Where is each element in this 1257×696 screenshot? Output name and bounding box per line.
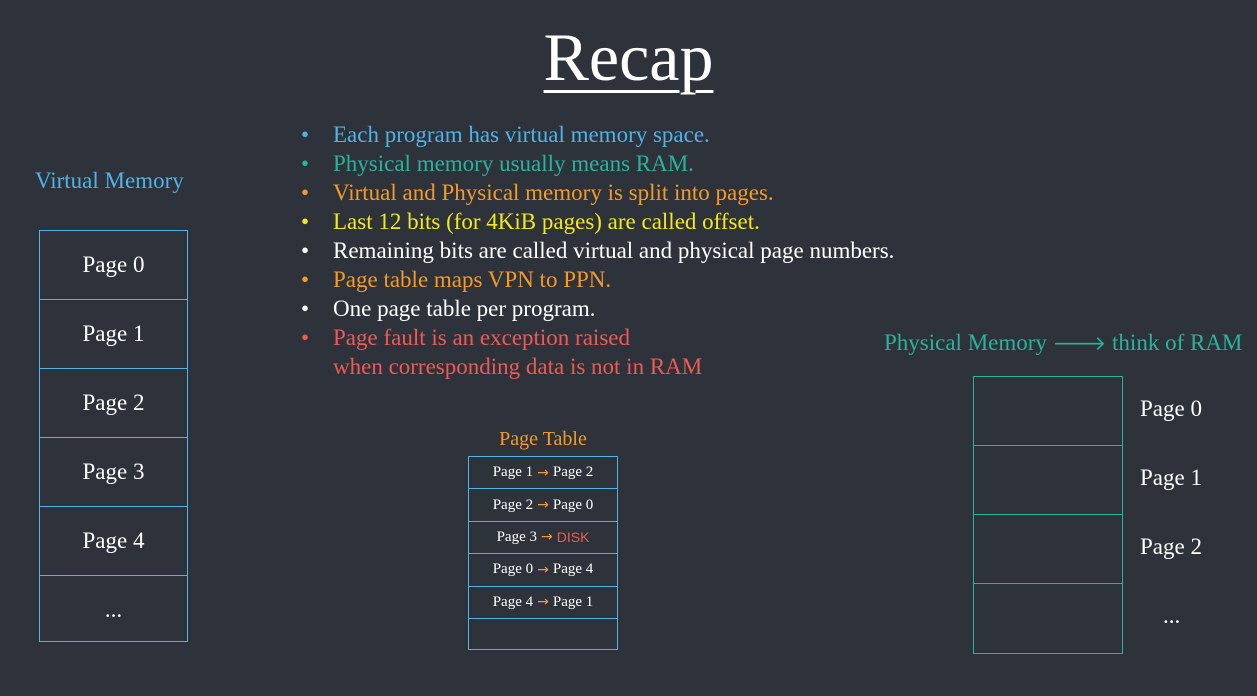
- ppn-entry: Page 4: [552, 561, 594, 578]
- page-table-row-empty: [469, 619, 617, 651]
- physical-memory-label-text: Physical Memory: [884, 330, 1047, 355]
- page-table-label: Page Table: [499, 428, 587, 450]
- page-table-row: [469, 489, 617, 521]
- physical-frame-cell: [974, 377, 1122, 446]
- right-arrow-icon: →: [537, 497, 549, 514]
- vpn-entry: Page 3: [496, 528, 537, 545]
- virtual-page-cell: Page 4: [40, 507, 187, 576]
- bullet-item: [300, 236, 894, 265]
- physical-frame-cell: [974, 584, 1122, 653]
- bullet-dot: •: [301, 296, 310, 321]
- virtual-memory-label: Virtual Memory: [35, 168, 184, 193]
- physical-frame-cell: [974, 515, 1122, 584]
- bullet-dot: •: [301, 180, 310, 205]
- right-arrow-icon: →: [541, 529, 553, 546]
- page-table-row: [469, 522, 617, 554]
- page-table: [468, 456, 618, 650]
- bullet-dot: •: [301, 325, 310, 350]
- bullet-item: [300, 120, 894, 149]
- page-table-row: [469, 554, 617, 586]
- physical-frame-label: ...: [1163, 603, 1181, 628]
- physical-memory-label-note: think of RAM: [1112, 330, 1243, 355]
- physical-frame-label: Page 1: [1140, 465, 1202, 490]
- bullet-item: [300, 149, 894, 178]
- bullet-dot: •: [301, 267, 310, 292]
- right-arrow-icon: →: [537, 594, 549, 611]
- vpn-entry: Page 2: [492, 496, 534, 513]
- bullet-text: Each program has virtual memory space.: [333, 122, 710, 147]
- ppn-entry: Page 2: [552, 464, 594, 481]
- recap-bullet-list: [300, 120, 894, 381]
- bullet-dot: •: [301, 151, 310, 176]
- page-table-row: [469, 587, 617, 619]
- physical-frame-label: Page 2: [1140, 534, 1202, 559]
- physical-memory-table: [973, 376, 1123, 654]
- bullet-text: when corresponding data is not in RAM: [333, 354, 703, 379]
- vpn-entry: Page 1: [492, 464, 534, 481]
- physical-frame-cell: [974, 446, 1122, 515]
- bullet-text: Page fault is an exception raised: [333, 325, 630, 350]
- bullet-text: Remaining bits are called virtual and physical page numbers.: [333, 238, 895, 263]
- bullet-text: Physical memory usually means RAM.: [333, 151, 694, 176]
- bullet-text: One page table per program.: [333, 296, 596, 321]
- bullet-item: [300, 294, 894, 323]
- physical-frame-label: Page 0: [1140, 396, 1202, 421]
- virtual-page-cell: Page 2: [40, 369, 187, 438]
- physical-memory-label: [884, 330, 1242, 356]
- bullet-item: [300, 323, 894, 381]
- virtual-page-cell: Page 3: [40, 438, 187, 507]
- slide-title: Recap: [543, 19, 714, 95]
- right-arrow-icon: 🡒: [1052, 331, 1107, 355]
- virtual-page-cell: ...: [104, 596, 123, 622]
- bullet-item: [300, 265, 894, 294]
- bullet-text: Page table maps VPN to PPN.: [333, 267, 612, 292]
- ppn-entry: Page 0: [552, 496, 594, 513]
- bullet-dot: •: [301, 238, 310, 263]
- disk-entry: DISK: [556, 529, 590, 546]
- bullet-item: [300, 178, 894, 207]
- right-arrow-icon: →: [537, 464, 549, 481]
- bullet-item: [300, 207, 894, 236]
- virtual-page-cell: Page 0: [40, 231, 187, 300]
- ppn-entry: Page 1: [552, 593, 594, 610]
- vpn-entry: Page 4: [492, 593, 534, 610]
- bullet-text: Last 12 bits (for 4KiB pages) are called offset.: [333, 209, 760, 234]
- vpn-entry: Page 0: [492, 561, 534, 578]
- virtual-page-cell: Page 1: [40, 300, 187, 369]
- right-arrow-icon: →: [537, 561, 549, 578]
- page-table-row: [469, 457, 617, 489]
- virtual-memory-table: [39, 230, 188, 642]
- bullet-dot: •: [301, 122, 310, 147]
- bullet-dot: •: [301, 209, 310, 234]
- bullet-text: Virtual and Physical memory is split into pages.: [333, 180, 774, 205]
